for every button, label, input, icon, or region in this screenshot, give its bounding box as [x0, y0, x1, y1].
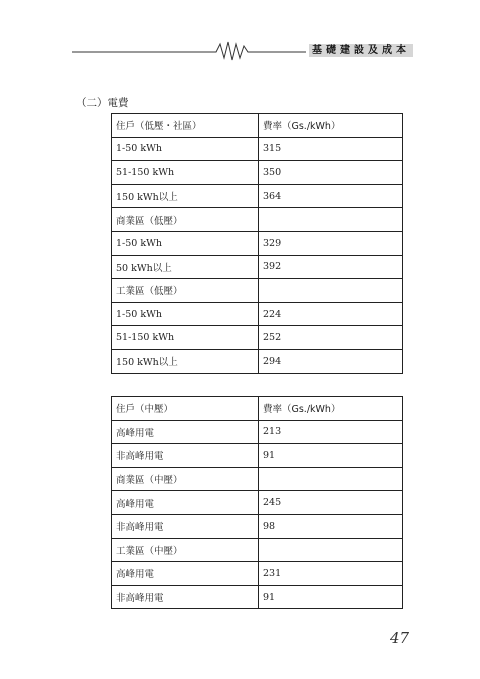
table-cell-category: 商業區（中壓） [112, 467, 259, 491]
table-cell-rate: 231 [259, 562, 403, 586]
table-cell-rate [259, 279, 403, 303]
table-cell-rate [259, 208, 403, 232]
header-title: 基礎建設及成本 [309, 44, 413, 57]
table-row [112, 326, 403, 350]
table-row [112, 208, 403, 232]
table-cell-rate: 329 [259, 231, 403, 255]
table-cell-category: 工業區（低壓） [112, 279, 259, 303]
table-row [112, 420, 403, 444]
table-cell-category: 工業區（中壓） [112, 538, 259, 562]
table-header-row [112, 397, 403, 421]
table-cell-rate: 294 [259, 349, 403, 373]
table-cell-category: 51-150 kWh [112, 161, 259, 185]
table-row [112, 514, 403, 538]
table-row [112, 538, 403, 562]
low-voltage-rate-table [111, 113, 403, 374]
table-cell-rate: 245 [259, 491, 403, 515]
table-row [112, 184, 403, 208]
header-rule-with-wave [0, 0, 480, 70]
table-row [112, 279, 403, 303]
table-row [112, 562, 403, 586]
table-row [112, 585, 403, 609]
table-cell-category: 高峰用電 [112, 420, 259, 444]
table-header-row [112, 114, 403, 138]
medium-voltage-rate-table [111, 396, 403, 609]
table-row [112, 444, 403, 468]
table-row [112, 137, 403, 161]
table-header-cell: 費率（Gs./kWh） [259, 114, 403, 138]
table-cell-rate: 364 [259, 184, 403, 208]
table-cell-category: 150 kWh以上 [112, 349, 259, 373]
table-cell-rate: 213 [259, 420, 403, 444]
section-title: （二）電費 [76, 97, 129, 109]
table-cell-rate: 98 [259, 514, 403, 538]
table-cell-category: 150 kWh以上 [112, 184, 259, 208]
table-cell-category: 非高峰用電 [112, 514, 259, 538]
table-cell-rate: 392 [259, 255, 403, 279]
table-cell-category: 高峰用電 [112, 562, 259, 586]
table-cell-rate [259, 467, 403, 491]
table-cell-rate: 91 [259, 444, 403, 468]
table-row [112, 302, 403, 326]
table-cell-category: 1-50 kWh [112, 137, 259, 161]
table-cell-rate: 91 [259, 585, 403, 609]
page-number: 47 [390, 629, 410, 647]
table-header-cell: 費率（Gs./kWh） [259, 397, 403, 421]
table-cell-rate: 350 [259, 161, 403, 185]
table-row [112, 467, 403, 491]
table-cell-category: 非高峰用電 [112, 444, 259, 468]
table-cell-category: 高峰用電 [112, 491, 259, 515]
table-header-cell: 住戶（中壓） [112, 397, 259, 421]
table-row [112, 491, 403, 515]
table-row [112, 349, 403, 373]
table-cell-category: 1-50 kWh [112, 302, 259, 326]
table-cell-rate: 252 [259, 326, 403, 350]
table-cell-category: 1-50 kWh [112, 231, 259, 255]
table-cell-category: 非高峰用電 [112, 585, 259, 609]
table-cell-rate: 224 [259, 302, 403, 326]
table-header-cell: 住戶（低壓・社區） [112, 114, 259, 138]
table-cell-category: 商業區（低壓） [112, 208, 259, 232]
table-row [112, 255, 403, 279]
table-cell-category: 50 kWh以上 [112, 255, 259, 279]
table-cell-category: 51-150 kWh [112, 326, 259, 350]
table-row [112, 161, 403, 185]
table-cell-rate [259, 538, 403, 562]
table-row [112, 231, 403, 255]
table-cell-rate: 315 [259, 137, 403, 161]
